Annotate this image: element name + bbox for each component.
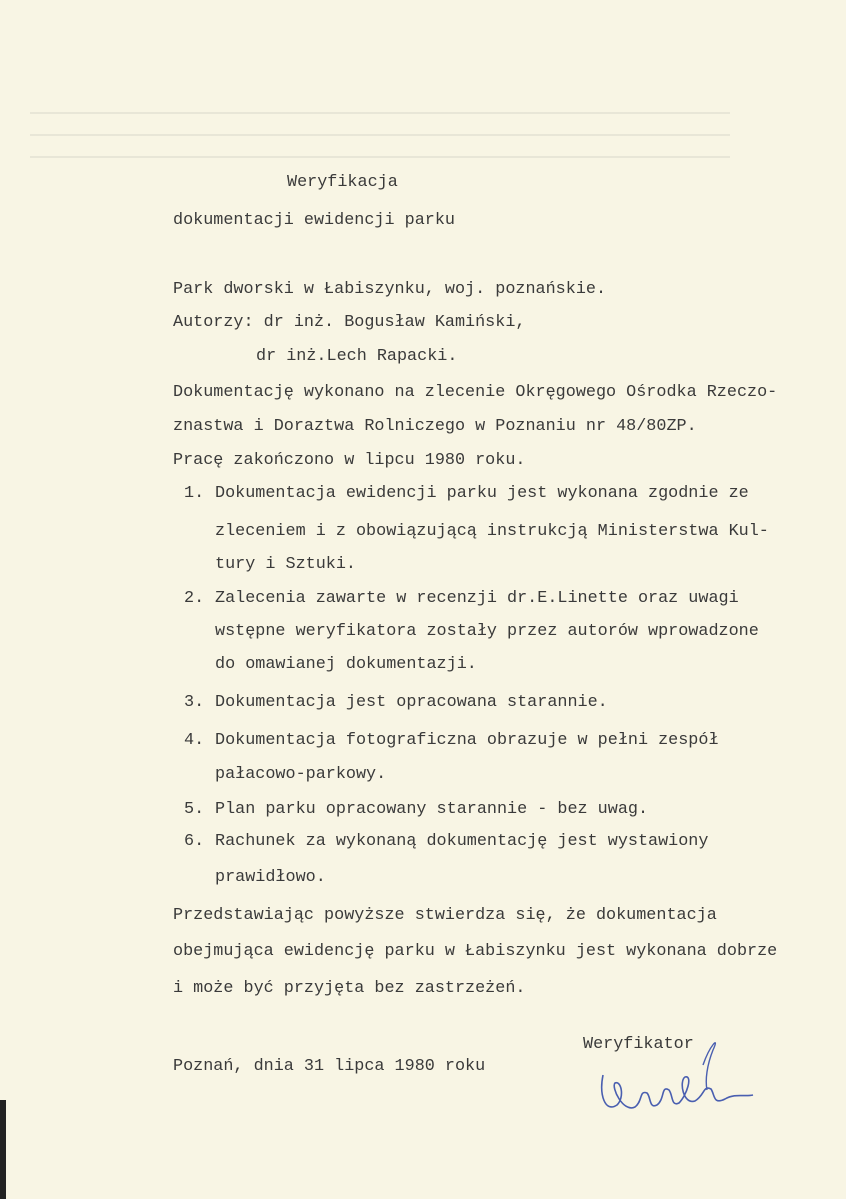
item-1-line: Dokumentacja ewidencji parku jest wykonana zgodnie ze: [215, 484, 749, 503]
item-1-number: 1.: [184, 484, 205, 503]
verifier-label: Weryfikator: [583, 1035, 694, 1054]
conclusion-line: i może być przyjęta bez zastrzeżeń.: [173, 979, 526, 998]
conclusion-line: obejmująca ewidencję parku w Łabiszynku jest wykonana dobrze: [173, 942, 778, 961]
item-5-number: 5.: [184, 800, 205, 819]
commission-line-1: Dokumentację wykonano na zlecenie Okręgowego Ośrodka Rzeczo-: [173, 383, 778, 402]
item-1-line: tury i Sztuki.: [215, 555, 356, 574]
item-2-line: do omawianej dokumentazji.: [215, 655, 477, 674]
item-3-number: 3.: [184, 693, 205, 712]
item-2-line: Zalecenia zawarte w recenzji dr.E.Linette oraz uwagi: [215, 589, 739, 608]
title-line-2: dokumentacji ewidencji parku: [173, 211, 455, 230]
scan-edge: [0, 1100, 6, 1199]
item-4-number: 4.: [184, 731, 205, 750]
item-3-line: Dokumentacja jest opracowana starannie.: [215, 693, 608, 712]
item-4-line: Dokumentacja fotograficzna obrazuje w pełni zespół: [215, 731, 719, 750]
park-name: Park dworski w Łabiszynku, woj. poznańskie.: [173, 280, 607, 299]
item-6-number: 6.: [184, 832, 205, 851]
item-2-number: 2.: [184, 589, 205, 608]
title-line-1: Weryfikacja: [287, 173, 398, 192]
item-4-line: pałacowo-parkowy.: [215, 765, 387, 784]
item-6-line: prawidłowo.: [215, 868, 326, 887]
completion-line: Pracę zakończono w lipcu 1980 roku.: [173, 451, 526, 470]
item-5-line: Plan parku opracowany starannie - bez uwag.: [215, 800, 649, 819]
conclusion-line: Przedstawiając powyższe stwierdza się, że dokumentacja: [173, 906, 717, 925]
date-line: Poznań, dnia 31 lipca 1980 roku: [173, 1057, 486, 1076]
bleed-through-text: [30, 100, 730, 160]
item-2-line: wstępne weryfikatora zostały przez autorów wprowadzone: [215, 622, 759, 641]
signature: [595, 1035, 775, 1125]
authors-line-2: dr inż.Lech Rapacki.: [256, 347, 458, 366]
authors-line-1: Autorzy: dr inż. Bogusław Kamiński,: [173, 313, 526, 332]
item-1-line: zleceniem i z obowiązującą instrukcją Ministerstwa Kul-: [215, 522, 769, 541]
commission-line-2: znastwa i Doraztwa Rolniczego w Poznaniu nr 48/80ZP.: [173, 417, 697, 436]
item-6-line: Rachunek za wykonaną dokumentację jest wystawiony: [215, 832, 709, 851]
